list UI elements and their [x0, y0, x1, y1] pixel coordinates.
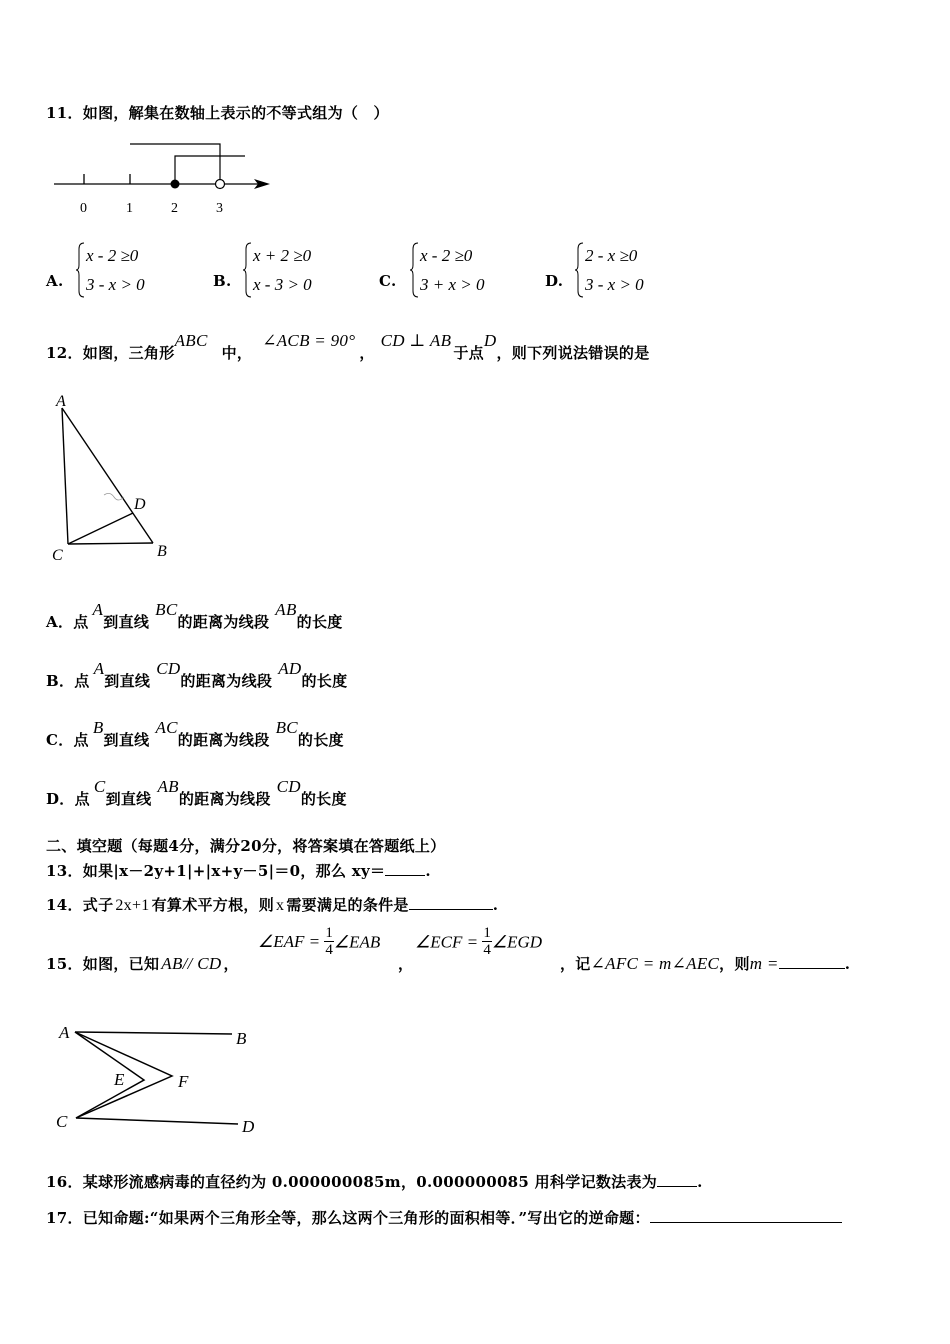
q12-a-t2: 的距离为线段	[177, 613, 270, 631]
q12-fig-label-d: D	[134, 496, 146, 513]
q12-d-t3: 的长度	[300, 790, 347, 808]
q15-c4: ，则	[719, 955, 750, 973]
q15-parallel-figure	[50, 1018, 280, 1138]
q11-option-a-system	[76, 241, 166, 301]
q12-b-t2: 的距离为线段	[180, 672, 273, 690]
q12-d-line: AB	[157, 777, 179, 796]
q15-fig-label-e: E	[114, 1070, 125, 1089]
q15-m: m =	[749, 954, 779, 973]
q12-d-point: C	[93, 777, 106, 796]
q11-c-line2: 3 + x > 0	[420, 275, 485, 294]
q12-c-t1: 到直线	[103, 731, 150, 749]
q15-eq1	[258, 927, 380, 960]
q13-end: .	[425, 862, 431, 880]
q12-perp: CD ⊥ AB	[380, 331, 452, 350]
q12-d-t2: 的距离为线段	[178, 790, 271, 808]
q14-mid: 有算术平方根，则	[151, 896, 275, 914]
open-dot	[216, 180, 225, 189]
q12-b-line: CD	[156, 659, 181, 678]
q14	[46, 894, 498, 915]
q15-a1b: ∠EAB	[333, 932, 381, 952]
q17	[46, 1207, 842, 1228]
q11-option-b-label: B.	[213, 272, 232, 290]
q11-a-line1: x - 2 ≥0	[86, 246, 139, 265]
q12-b-seg: AD	[278, 659, 302, 678]
q15-par: AB// CD	[161, 954, 222, 973]
q12-a-line: BC	[155, 600, 178, 619]
q16-end: .	[697, 1173, 703, 1191]
q12-b-label: B．点	[46, 672, 90, 690]
q15-frac2-num: 1	[483, 925, 491, 941]
q12-c-t3: 的长度	[297, 731, 344, 749]
q12-c-t2: 的距离为线段	[177, 731, 270, 749]
q15-pre: 15．如图，已知	[46, 955, 160, 973]
q12-c-point: B	[92, 718, 104, 737]
q15-blank[interactable]	[779, 954, 845, 969]
q12-option-d	[46, 777, 347, 809]
q11-b-line2: x - 3 > 0	[253, 275, 312, 294]
q13-text: 13．如果|x－2y+1|+|x+y－5|＝0，那么 xy＝	[46, 862, 386, 880]
q15-c2: ，	[398, 955, 414, 973]
q12-yudian: 于点	[453, 344, 484, 362]
q12-option-b	[46, 659, 348, 691]
q12-c-seg: BC	[275, 718, 298, 737]
q12-b-t1: 到直线	[104, 672, 151, 690]
q11-option-a-label: A.	[46, 272, 64, 290]
axis-label-0: 0	[80, 201, 87, 216]
q14-end: .	[492, 896, 499, 914]
q14-x: x	[276, 897, 285, 914]
q11-b-line1: x + 2 ≥0	[253, 246, 312, 265]
q12-d: D	[483, 331, 497, 350]
q12-comma: ，	[359, 344, 375, 362]
q14-post: 需要满足的条件是	[286, 896, 409, 914]
q11-option-c-label: C.	[379, 272, 397, 290]
q12-a-seg: AB	[275, 600, 297, 619]
q12-option-a	[46, 600, 343, 632]
q14-blank[interactable]	[409, 895, 493, 910]
section2-heading: 二、填空题（每题4分，满分20分，将答案填在答题纸上）	[46, 837, 446, 855]
q12-d-seg: CD	[276, 777, 301, 796]
q15-a2: ∠ECF =	[415, 932, 483, 952]
q15-fig-label-d: D	[242, 1117, 255, 1136]
q15-frac1-num: 1	[325, 925, 333, 941]
q13	[46, 860, 431, 881]
q11-number-line	[50, 138, 280, 220]
q12-c-label: C．点	[46, 731, 89, 749]
q15	[46, 953, 239, 974]
q16-text: 16．某球形流感病毒的直径约为 0.000000085m，0.000000085 用科学记数法表为	[46, 1173, 658, 1191]
q11-stem: 11．如图，解集在数轴上表示的不等式组为（ ）	[46, 104, 389, 122]
q15-fig-label-f: F	[178, 1072, 189, 1091]
q15-end: .	[844, 955, 851, 973]
q16	[46, 1171, 703, 1192]
q15-tail	[560, 953, 850, 974]
q15-frac2	[482, 925, 492, 958]
q15-c3: ，记	[560, 955, 591, 973]
q12-num: 12．如图，三角形	[46, 344, 175, 362]
q12-tail: ，则下列说法错误的是	[496, 344, 650, 362]
q12-angle: ∠ACB = 90°	[262, 331, 356, 350]
q11-option-d-label: D.	[545, 272, 564, 290]
q15-a1: ∠EAF =	[258, 932, 325, 952]
closed-dot	[171, 180, 180, 189]
q12-fig-label-c: C	[52, 547, 63, 564]
q11-option-d-system	[575, 241, 665, 301]
q12-a-point: A	[92, 600, 104, 619]
q12-c-line: AC	[155, 718, 178, 737]
q12-a-label: A．点	[46, 613, 89, 631]
q12-d-label: D．点	[46, 790, 90, 808]
q11-d-line2: 3 - x > 0	[585, 275, 644, 294]
q15-frac1-den: 4	[325, 942, 333, 958]
q15-a2b: ∠EGD	[491, 932, 543, 952]
axis-label-2: 2	[171, 201, 178, 216]
axis-label-3: 3	[216, 201, 223, 216]
q11-d-line1: 2 - x ≥0	[585, 246, 638, 265]
q12-option-c	[46, 718, 344, 750]
q12-a-t1: 到直线	[103, 613, 150, 631]
q12-stem	[46, 331, 650, 363]
q13-blank[interactable]	[385, 861, 425, 876]
q14-expr: 2x+1	[115, 897, 150, 914]
axis-label-1: 1	[126, 201, 133, 216]
q12-fig-label-b: B	[157, 543, 167, 560]
q12-fig-label-a: A	[56, 393, 66, 410]
q11-option-b-system	[243, 241, 333, 301]
q15-fig-label-b: B	[236, 1029, 247, 1048]
q12-b-point: A	[93, 659, 105, 678]
q12-triangle-figure	[46, 388, 186, 568]
q12-abc: ABC	[174, 331, 208, 350]
q11-a-line2: 3 - x > 0	[86, 275, 145, 294]
q12-a-t3: 的长度	[296, 613, 343, 631]
q15-rel: ∠AFC = m∠AEC	[590, 954, 720, 973]
q11-c-line1: x - 2 ≥0	[420, 246, 473, 265]
q15-c1: ，	[223, 955, 239, 973]
q14-pre: 14．式子	[46, 896, 114, 914]
q12-zhong: 中，	[221, 344, 253, 362]
q15-fig-label-c: C	[56, 1112, 68, 1131]
q15-eq2	[415, 927, 542, 960]
q16-blank[interactable]	[657, 1172, 697, 1187]
q12-d-t1: 到直线	[105, 790, 152, 808]
q15-frac2-den: 4	[483, 942, 491, 958]
q11-option-c-system	[410, 241, 500, 301]
q15-frac1	[324, 925, 334, 958]
q17-blank[interactable]	[650, 1208, 842, 1223]
q15-fig-label-a: A	[59, 1023, 70, 1042]
q12-b-t3: 的长度	[301, 672, 348, 690]
q17-text: 17．已知命题:“如果两个三角形全等，那么这两个三角形的面积相等．”写出它的逆命题：	[46, 1209, 650, 1227]
